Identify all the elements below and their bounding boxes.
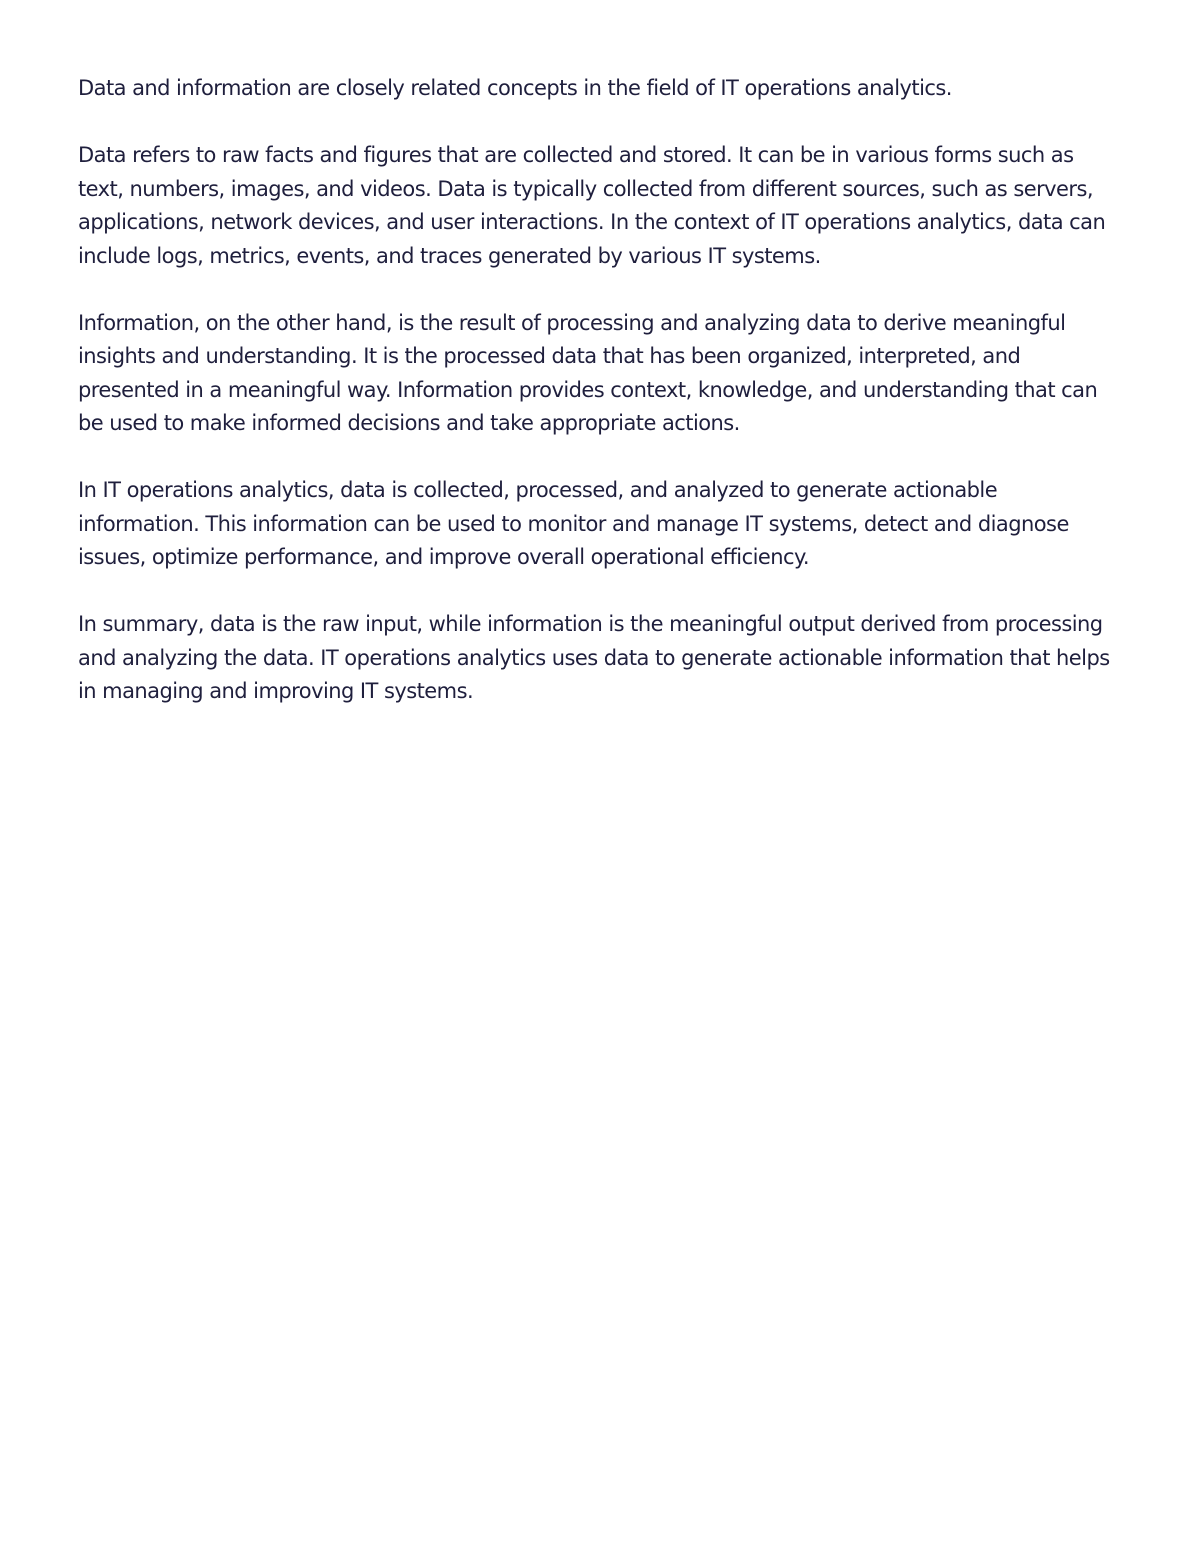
paragraph-it-operations-analytics: In IT operations analytics, data is collected, processed, and analyzed to generate actionable information. This information can be used to monitor and manage IT systems, detect and diagnose issues, optimize performance, and improve overall operational efficiency. — [78, 478, 1069, 569]
paragraph-summary: In summary, data is the raw input, while information is the meaningful output derived from processing and analyzing the data. IT operations analytics uses data to generate actionable information that helps in managing and improving IT systems. — [78, 612, 1110, 703]
document-body — [78, 72, 1123, 742]
paragraph-information-definition: Information, on the other hand, is the result of processing and analyzing data to derive meaningful insights and understanding. It is the processed data that has been organized, interpreted, and presented in a meaningful way. Information provides context, knowledge, and understanding that can be used to make informed decisions and take appropriate actions. — [78, 310, 1098, 435]
paragraph-intro: Data and information are closely related concepts in the field of IT operations analytics. — [78, 76, 952, 100]
paragraph-data-definition: Data refers to raw facts and figures that are collected and stored. It can be in various forms such as text, numbers, images, and videos. Data is typically collected from different sources, such as servers, applications, network devices, and user interactions. In the context of IT operations analytics, data can include logs, metrics, events, and traces generated by various IT systems. — [78, 143, 1106, 268]
